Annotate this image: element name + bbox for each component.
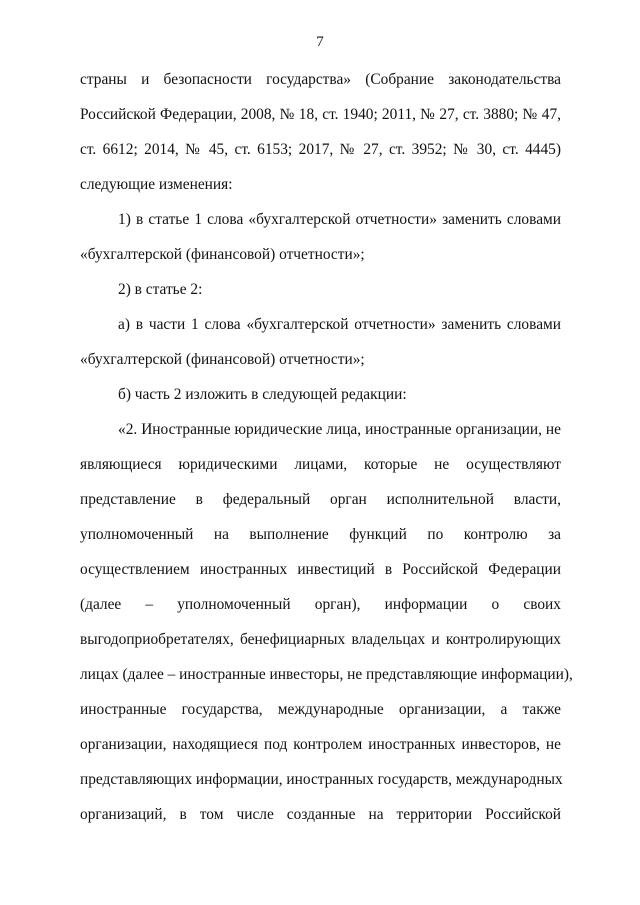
text-line: б) часть 2 изложить в следующей редакции:: [118, 386, 407, 403]
text-line: ст. 6612; 2014, № 45, ст. 6153; 2017, № 27, ст. 3952; № 30, ст. 4445): [80, 141, 561, 158]
text-line: осуществлением иностранных инвестиций в Российской Федерации: [80, 561, 561, 578]
text-line: иностранные государства, международные организации, а также: [80, 701, 561, 718]
page-number: 7: [316, 34, 324, 50]
text-line: 2) в статье 2:: [118, 281, 203, 298]
text-line: выгодоприобретателях, бенефициарных владельцах и контролирующих: [80, 631, 561, 648]
text-line: «бухгалтерской (финансовой) отчетности»;: [80, 351, 365, 368]
text-line: организаций, в том числе созданные на территории Российской: [80, 806, 561, 823]
text-line: страны и безопасности государства» (Собрание законодательства: [80, 71, 561, 88]
text-line: организации, находящиеся под контролем иностранных инвесторов, не: [80, 736, 561, 753]
text-line: лицах (далее – иностранные инвесторы, не представляющие информации),: [80, 666, 573, 683]
document-body: [80, 62, 573, 832]
text-line: являющиеся юридическими лицами, которые не осуществляют: [80, 456, 561, 473]
text-line: (далее – уполномоченный орган), информации о своих: [80, 596, 561, 613]
text-line: «2. Иностранные юридические лица, иностранные организации, не: [118, 421, 561, 438]
text-line: Российской Федерации, 2008, № 18, ст. 1940; 2011, № 27, ст. 3880; № 47,: [80, 106, 561, 123]
text-line: следующие изменения:: [80, 176, 233, 193]
text-line: уполномоченный на выполнение функций по контролю за: [80, 526, 561, 543]
text-line: представляющих информации, иностранных государств, международных: [80, 771, 563, 788]
text-line: 1) в статье 1 слова «бухгалтерской отчетности» заменить словами: [118, 211, 561, 228]
text-line: а) в части 1 слова «бухгалтерской отчетности» заменить словами: [118, 316, 561, 333]
text-line: представление в федеральный орган исполнительной власти,: [80, 491, 561, 508]
text-line: «бухгалтерской (финансовой) отчетности»;: [80, 246, 365, 263]
